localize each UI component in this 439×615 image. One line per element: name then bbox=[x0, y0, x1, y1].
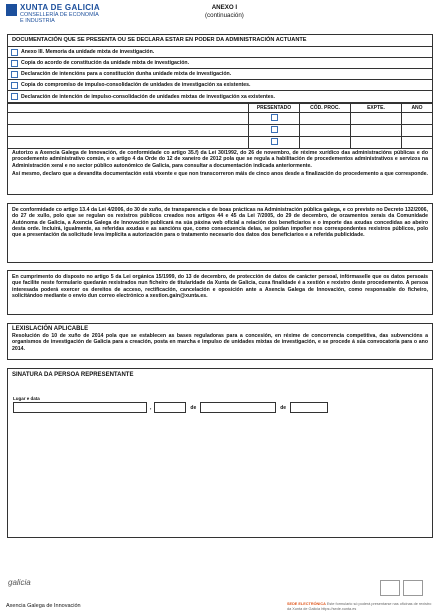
validity-paragraph: Así mesmo, declaro que a devandita documentación está vixente e que non transcorreron máis de cinco anos desde a finalización do procedemento a que corresponde. bbox=[12, 170, 428, 177]
table-cell[interactable] bbox=[300, 113, 351, 125]
documentation-title: DOCUMENTACIÓN QUE SE PRESENTA OU SE DECLARA ESTAR EN PODER DA ADMINISTRACIÓN ACTUANTE bbox=[8, 35, 432, 47]
secondary-logo-icon bbox=[403, 580, 423, 596]
legislation-section bbox=[7, 323, 433, 360]
sede-label: SEDE ELECTRÓNICA bbox=[287, 602, 326, 606]
anexo-label: ANEXO I bbox=[211, 4, 238, 11]
table-cell[interactable] bbox=[351, 125, 402, 137]
signature-section bbox=[7, 368, 433, 538]
table-header: ANO bbox=[402, 104, 433, 113]
doc-item-label: Copia do compromiso de impulso-consolidación de unidades de investigación xa existentes. bbox=[21, 82, 251, 88]
dept-line2: E INDUSTRIA bbox=[20, 18, 55, 24]
table-cell[interactable] bbox=[249, 137, 300, 149]
place-date-label: Lugar e data bbox=[13, 396, 40, 401]
doc-checkbox[interactable] bbox=[11, 71, 18, 78]
documents-table bbox=[8, 103, 432, 149]
table-cell[interactable] bbox=[8, 125, 249, 137]
table-cell[interactable] bbox=[351, 137, 402, 149]
xunta-crest-icon bbox=[6, 4, 17, 16]
galicia-logo: galicia bbox=[8, 578, 31, 587]
dept-line1: CONSELLERÍA DE ECONOMÍA bbox=[20, 12, 99, 18]
de-label: de bbox=[280, 404, 287, 411]
doc-item bbox=[8, 80, 432, 91]
table-cell[interactable] bbox=[8, 137, 249, 149]
publicity-section bbox=[7, 203, 433, 263]
legislation-text: Resolución do 10 de xuño de 2014 pola que se establecen as bases reguladoras para a concesión, en réxime de concorrencia competitiva, das subvencións a organismos de investigación de Galicia para a creación, posta en marcha e impulso de unidades mixtas de investigación, e se procede á súa convocatoria para o ano 2014. bbox=[12, 333, 428, 352]
table-cell[interactable] bbox=[249, 113, 300, 125]
table-row bbox=[8, 113, 432, 125]
publicity-text: De conformidade co artigo 13.4 da Lei 4/2006, do 30 de xuño, de transparencia e de boas prácticas na Administración pública galega, e co previsto no Decreto 132/2006, do 27 de xullo, polo que se regulan os rexistros públicos creados nos artigos 44 e 45 da Lei 7/2005, do 29 de decembro, de orzamentos xerais da Comunidade Autónoma de Galicia, a Axencia Galega de Innovación publicará na súa páxina web oficial a relación dos beneficiarios e o importe das axudas concedidas ao abeiro desta orde. Incluirá, igualmente, as referidas axudas e as sancións que, como consecuencia delas, se poidan impoñer nos correspondentes rexistros públicos, polo que a presentación da solicitude leva implícita a autorización para o tratamento necesario dos datos dos beneficiarios e a referida publicidade. bbox=[12, 207, 428, 239]
doc-item-label: Declaración de intención de impulso-consolidación de unidades mixtas de investigación xa existentes. bbox=[21, 93, 275, 100]
documentation-section bbox=[7, 34, 433, 195]
legislation-title: LEXISLACIÓN APLICABLE bbox=[12, 326, 89, 332]
innovation-logo-icon bbox=[380, 580, 400, 596]
month-field[interactable] bbox=[200, 402, 276, 413]
doc-item bbox=[8, 58, 432, 69]
authorization-paragraph: Autorizo a Axencia Galega de Innovación, de conformidade co artigo 35.f) da Lei 30/1992, do 26 de novembro, de réxime xurídico das administracións públicas e do procedemento administrativo común, e o artigo 4 da Orde do 12 de xaneiro de 2012 pola que se regula a habilitación de procedementos administrativos e servizos na Administración xeral e no sector público autonómico de Galicia, para consultar a documentación indicada anteriormente. bbox=[12, 150, 428, 169]
doc-checkbox[interactable] bbox=[11, 49, 18, 56]
privacy-text: En cumprimento do disposto no artigo 5 da Lei orgánica 15/1999, do 13 de decembro, de protección de datos de carácter persoal, infórmaselle que os datos persoais que facilite neste formulario quedarán rexistrados nun ficheiro de titularidade da Xunta de Galicia, cuxa finalidade é a xestión e rexistro deste procedemento. A persoa interesada poderá exercer os dereitos de acceso, rectificación, cancelación e oposición ante a Axencia Galega de Innovación, como responsable do ficheiro, solicitándoo mediante o envío dun correo electrónico a xestion.gain@xunta.es. bbox=[12, 274, 428, 299]
table-cell[interactable] bbox=[351, 113, 402, 125]
table-cell[interactable] bbox=[249, 125, 300, 137]
doc-checkbox[interactable] bbox=[11, 60, 18, 67]
table-cell[interactable] bbox=[402, 113, 433, 125]
year-field[interactable] bbox=[290, 402, 328, 413]
doc-checkbox[interactable] bbox=[11, 93, 18, 100]
table-cell[interactable] bbox=[402, 125, 433, 137]
table-cell[interactable] bbox=[300, 125, 351, 137]
agency-name: Axencia Galega de Innovación bbox=[6, 603, 81, 609]
sede-notice bbox=[287, 602, 435, 611]
doc-item-label: Declaración de intencións para a constitución dunha unidade mixta de investigación. bbox=[21, 71, 232, 77]
table-header: EXPTE. bbox=[351, 104, 402, 113]
table-row bbox=[8, 125, 432, 137]
header-logo bbox=[6, 3, 100, 24]
table-row bbox=[8, 137, 432, 149]
signature-title: SINATURA DA PERSOA REPRESENTANTE bbox=[12, 372, 134, 378]
place-field[interactable] bbox=[13, 402, 147, 413]
comma-sep: , bbox=[150, 404, 152, 411]
privacy-section bbox=[7, 270, 433, 315]
table-header: PRESENTADO bbox=[249, 104, 300, 113]
doc-item bbox=[8, 47, 432, 58]
doc-item bbox=[8, 69, 432, 80]
presented-checkbox[interactable] bbox=[271, 138, 278, 145]
de-label: de bbox=[190, 404, 197, 411]
table-header bbox=[8, 104, 249, 113]
presented-checkbox[interactable] bbox=[271, 126, 278, 133]
org-name: XUNTA DE GALICIA bbox=[20, 3, 100, 12]
anexo-sub: (continuación) bbox=[205, 12, 244, 19]
place-date-row bbox=[13, 402, 328, 413]
doc-item-label: Copia do acordo de constitución da unidade mixta de investigación. bbox=[21, 60, 190, 66]
table-cell[interactable] bbox=[8, 113, 249, 125]
anexo-title bbox=[205, 4, 244, 20]
doc-checkbox[interactable] bbox=[11, 82, 18, 89]
doc-item bbox=[8, 91, 432, 103]
sede-text: Este formulario só poderá presentarse nas oficinas de rexistro da Xunta de Galicia https://sede.xunta.es bbox=[287, 602, 432, 611]
day-field[interactable] bbox=[154, 402, 186, 413]
table-cell[interactable] bbox=[300, 137, 351, 149]
table-header: CÓD. PROC. bbox=[300, 104, 351, 113]
table-cell[interactable] bbox=[402, 137, 433, 149]
doc-item-label: Anexo III. Memoria da unidade mixta de investigación. bbox=[21, 49, 155, 55]
footer-logos bbox=[380, 580, 423, 596]
presented-checkbox[interactable] bbox=[271, 114, 278, 121]
